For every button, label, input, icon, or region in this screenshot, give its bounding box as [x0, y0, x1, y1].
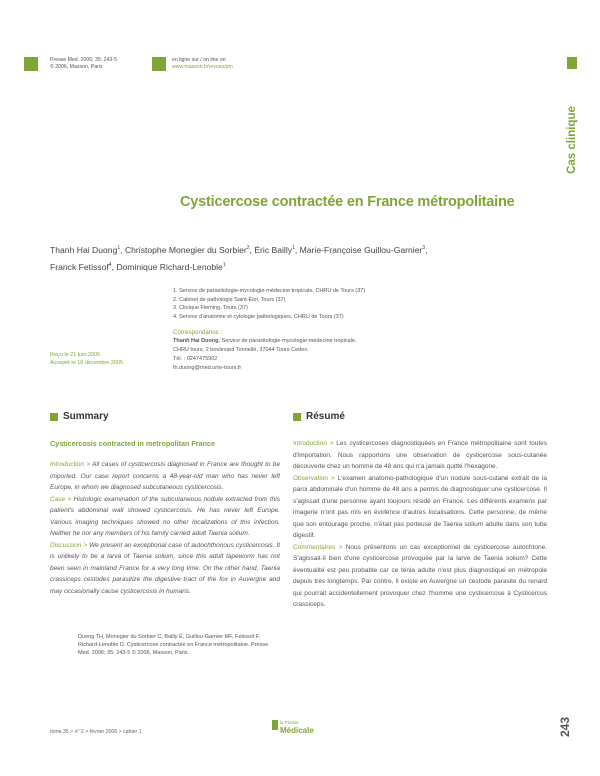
article-title: Cysticercose contractée en France métropolitaine: [180, 194, 515, 210]
header-square-left: [24, 57, 38, 71]
header-square-right: [567, 57, 577, 69]
resume-paragraph: Introduction > Les cysticercoses diagnostiquées en France métropolitaine sont toutes d'importation. Nous rapportons une observation de cysticercose sous-cutanée découverte chez un homme de 48 ans qui n'a jamais quitté l'hexagone.: [293, 440, 548, 470]
online-url[interactable]: www.masson.fr/revues/pm: [172, 64, 233, 70]
journal-logo: la Presse Médicale: [280, 720, 314, 735]
resume-paragraph: Observation > L'examen anatomo-pathologique d'un nodule sous-cutané extrait de la paroi abdominale d'un homme de 48 ans a permis de diagnostiquer une cysticercose. Il s'agissait d'une personne ayant toujours résidé en France. Les différents examens par imagerie n'ont pas mis en évidence d'autres localisations. Cette personne, de même que son entourage proche, n'était pas porteuse de Taenia solium adulte dans son tube digestif.: [293, 474, 548, 539]
resume-square-icon: [293, 413, 301, 421]
correspondence-address: CHRU tours, 2 boulevard Tonnellé, 37044 Tours Cedex.: [173, 347, 309, 353]
summary-paragraph: Case > Histologic examination of the subcutaneous nodule extracted from this patient's abdominal wall showed cysticercosis. He has never left Europe. Various imaging techniques showed no other localizations of this infection. Neither he nor any members of his family carried adult Taenia solium.: [50, 495, 280, 537]
affiliations: [173, 287, 553, 321]
received-date: Reçu le 21 juin 2005: [50, 352, 101, 358]
article-dates: [50, 352, 123, 367]
correspondence-dept: , Service de parasitologie-mycologie-médecine tropicale,: [218, 338, 357, 344]
online-label: en ligne sur / on line on: [172, 57, 226, 63]
summary-paragraph: Introduction > All cases of cysticercosis diagnosed in France are thought to be imported. Our case report concerns a 48-year-old man who has never left Europe, in whom we diagnosed subcutaneous cysticercosis.: [50, 461, 281, 491]
accepted-date: Accepté le 16 décembre 2005: [50, 359, 124, 366]
resume-paragraph: Commentaires > Nous présentons un cas exceptionnel de cysticercose autochtone. S'agissait-il bien d'une cysticercose provoquée par la larve de Taenia solium? Cette éventualité est peu probable car ce ténia adulte n'est plus diagnostiqué en métropole depuis très longtemps. Par contre, il existe en Auvergne un cestode parasite du renard qui pourrait accidentellement provoquer chez l'homme une cysticercose à Cysticercus crassiceps.: [293, 543, 547, 608]
affiliation: 4. Service d'anatomie et cytologie pathologiques, CHRU de Tours (37): [173, 313, 344, 320]
affiliation: 3. Clinique Fleming, Tours (37): [173, 305, 248, 311]
page-number: 243: [558, 716, 572, 738]
summary-square-icon: [50, 413, 58, 421]
author: Marie-Françoise Guillou-Garnier$^3$,: [299, 244, 428, 255]
journal-line1: Presse Med. 2006; 35: 243-5: [50, 57, 117, 63]
header-square-mid: [152, 57, 166, 71]
affiliation: 1. Service de parasitologie-mycologie-médecine tropicale, CHRU de Tours (37): [173, 288, 366, 294]
author: Dominique Richard-Lenoble$^1$: [116, 261, 226, 272]
author: Éric Bailly$^1$,: [254, 244, 300, 255]
summary-heading: Summary: [50, 411, 109, 422]
author-list: [50, 241, 520, 275]
correspondence: [173, 337, 533, 373]
section-label: Cas clinique: [566, 106, 578, 174]
author: Franck Fetissof$^4$,: [50, 261, 117, 272]
online-info: [172, 57, 233, 71]
citation-reference: Duong TH, Monegier du Sorbier C, Bailly É, Guillou-Garnier MF, Fetissof F, Richard-Lenoble D. Cysticercose contractée en France métropolitaine. Presse Med. 2006; 35: 243-5 © 2006, Masson, Paris.: [78, 634, 269, 656]
summary-paragraph: Discussion > We present an exceptional case of autochthonous cysticercosis. It is unlikely to be a larva of Taenia solium, since this adult tapeworm has not been seen in mainland France for a very long time. On the other hand, Taenia crassiceps cestodes parasitize the digestive tract of the fox in Auvergne and may occasionally cause cysticercosis in humans.: [50, 541, 280, 595]
author: Thanh Hai Duong$^1$,: [50, 244, 125, 255]
author: Christophe Monegier du Sorbier$^2$,: [124, 244, 255, 255]
summary-subtitle: Cysticercosis contracted in metropolitan France: [50, 439, 215, 448]
correspondence-name: Thanh Hai Duong: [173, 338, 219, 344]
resume-heading: Résumé: [293, 411, 345, 422]
correspondence-tel: Tél. : 0247475902: [173, 356, 218, 362]
journal-line2: © 2006, Masson, Paris: [50, 64, 103, 70]
summary-body: [50, 459, 280, 597]
journal-info: [50, 57, 117, 71]
correspondence-label: Correspondance :: [173, 329, 223, 336]
affiliation: 2. Cabinet de pathologie Saint-Éloi, Tours (37): [173, 296, 286, 303]
correspondence-email[interactable]: th.duong@med.univ-tours.fr: [173, 365, 242, 371]
footer-logo-square: [272, 720, 278, 730]
issue-info: tome 35 > n° 2 > février 2006 > cahier 1: [50, 729, 142, 735]
resume-body: [293, 438, 547, 611]
